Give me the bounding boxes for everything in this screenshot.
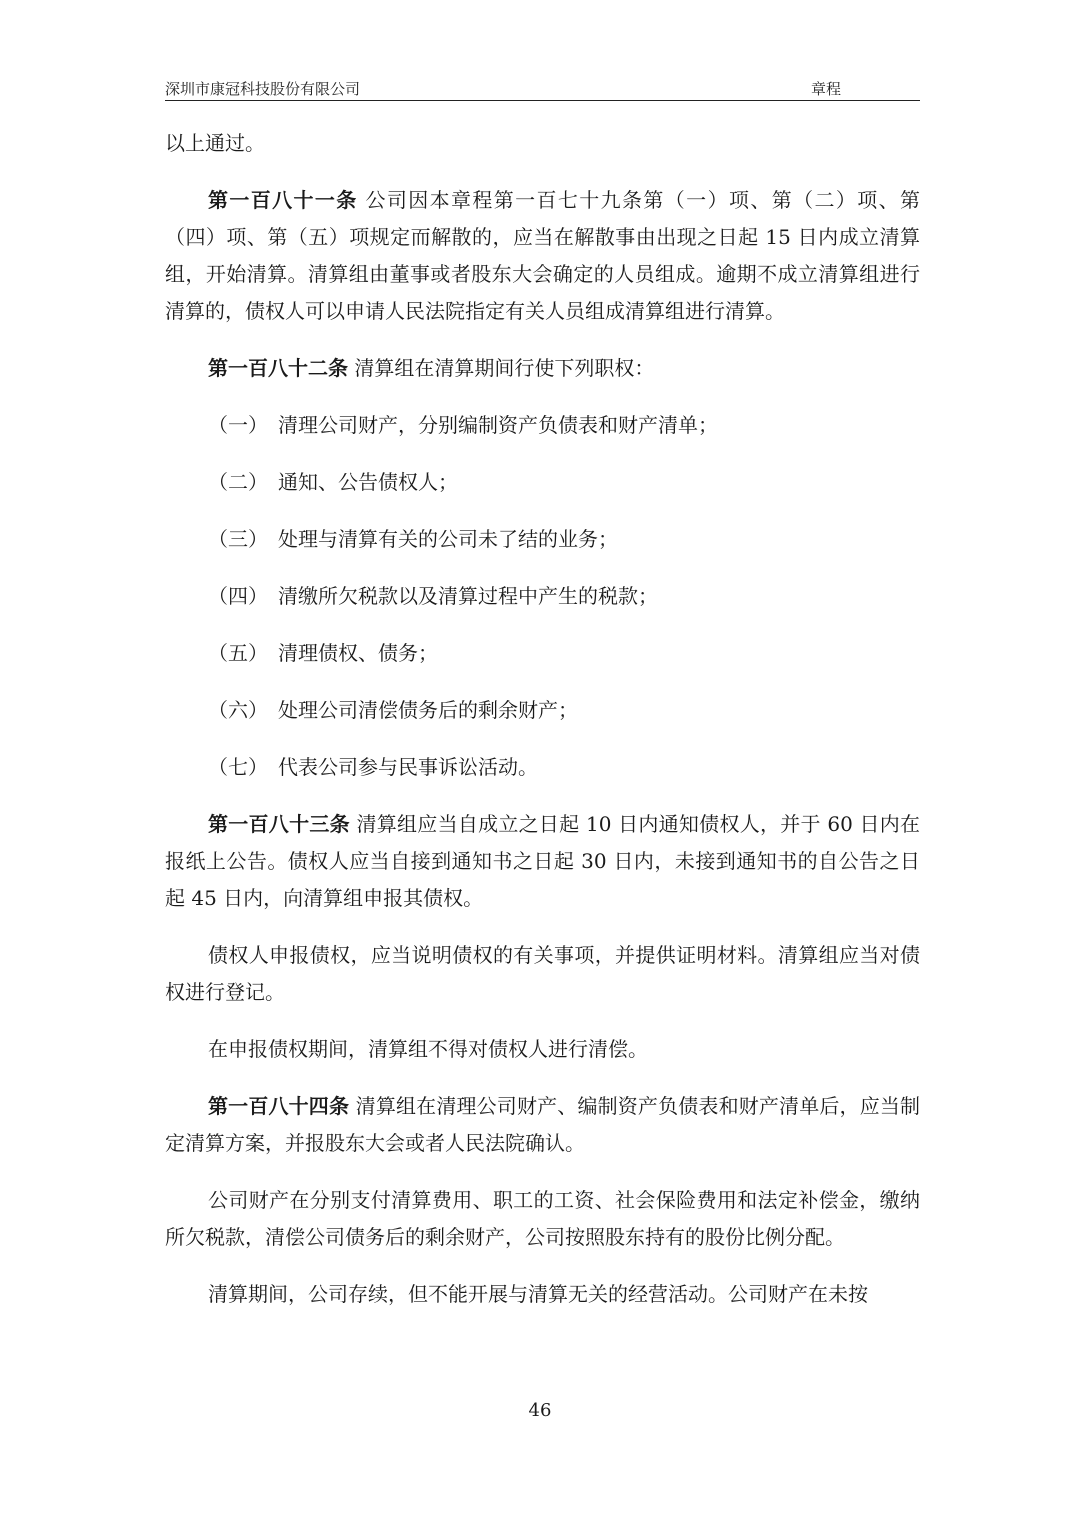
continuation-paragraph: 以上通过。	[165, 131, 265, 155]
list-item-text: 代表公司参与民事诉讼活动。	[278, 755, 538, 779]
article-183-title: 第一百八十三条	[208, 812, 350, 836]
article-183-paragraph-2: 债权人申报债权，应当说明债权的有关事项，并提供证明材料。清算组应当对债权进行登记。	[165, 943, 920, 1004]
list-item-number: （一）	[208, 413, 268, 437]
list-item	[165, 521, 920, 558]
company-name: 深圳市康冠科技股份有限公司	[165, 80, 361, 98]
article-183-paragraph-3: 在申报债权期间，清算组不得对债权人进行清偿。	[208, 1037, 648, 1061]
list-item-number: （五）	[208, 641, 268, 665]
article-182-text: 清算组在清算期间行使下列职权：	[354, 356, 655, 380]
list-item-number: （七）	[208, 755, 268, 779]
list-item	[165, 635, 920, 672]
list-item	[165, 749, 920, 786]
article-184-text: 清算组在清理公司财产、编制资产负债表和财产清单后，应当制定清算方案，并报股东大会或者人民法院确认。	[165, 1094, 921, 1155]
list-item-text: 清理债权、债务；	[278, 641, 438, 665]
list-item-text: 清理公司财产，分别编制资产负债表和财产清单；	[278, 413, 718, 437]
article-183	[165, 806, 920, 917]
list-item-number: （四）	[208, 584, 268, 608]
list-item-text: 处理与清算有关的公司未了结的业务；	[278, 527, 618, 551]
list-item-text: 处理公司清偿债务后的剩余财产；	[278, 698, 578, 722]
body-text	[165, 125, 920, 1333]
article-182-title: 第一百八十二条	[208, 356, 348, 380]
list-item	[165, 692, 920, 729]
article-184	[165, 1088, 920, 1162]
article-183-text: 清算组应当自成立之日起 10 日内通知债权人，并于 60 日内在报纸上公告。债权人应当自接到通知书之日起 30 日内，未接到通知书的自公告之日起 45 日内，向清算组申报其债权。	[165, 812, 921, 910]
list-item-text: 清缴所欠税款以及清算过程中产生的税款；	[278, 584, 658, 608]
article-182	[165, 350, 920, 387]
article-184-title: 第一百八十四条	[208, 1094, 350, 1118]
article-181	[165, 182, 920, 330]
list-item-text: 通知、公告债权人；	[278, 470, 458, 494]
page-header	[165, 76, 920, 101]
list-item	[165, 464, 920, 501]
article-181-text: 公司因本章程第一百七十九条第（一）项、第（二）项、第（四）项、第（五）项规定而解散的，应当在解散事由出现之日起 15 日内成立清算组，开始清算。清算组由董事或者股东大会确定的人员组成。逾期不成立清算组进行清算的，债权人可以申请人民法院指定有关人员组成清算组进行清算。	[165, 188, 921, 323]
article-184-paragraph-2: 公司财产在分别支付清算费用、职工的工资、社会保险费用和法定补偿金，缴纳所欠税款，清偿公司债务后的剩余财产，公司按照股东持有的股份比例分配。	[165, 1188, 920, 1249]
document-title: 章程	[811, 80, 842, 98]
list-item-number: （三）	[208, 527, 268, 551]
list-item	[165, 578, 920, 615]
list-item-number: （二）	[208, 470, 268, 494]
article-184-paragraph-3: 清算期间，公司存续，但不能开展与清算无关的经营活动。公司财产在未按	[208, 1282, 868, 1306]
page-number: 46	[528, 1400, 552, 1421]
list-item	[165, 407, 920, 444]
article-181-title: 第一百八十一条	[208, 188, 358, 212]
list-item-number: （六）	[208, 698, 268, 722]
